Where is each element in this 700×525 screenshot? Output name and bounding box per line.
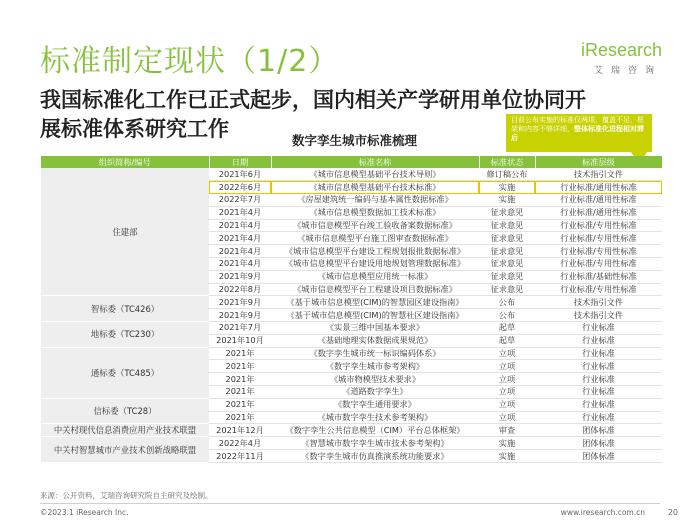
row-status: 征求意见 xyxy=(479,245,535,258)
row-level: 行业标准 xyxy=(535,398,662,411)
row-level: 行业标准/专用性标准 xyxy=(535,232,662,245)
header-standard-name: 标准名称 xyxy=(271,156,479,168)
row-organization: 中关村智慧城市产业技术创新战略联盟 xyxy=(41,437,209,463)
row-date: 2022年11月 xyxy=(209,450,271,463)
row-level: 行业标准/专用性标准 xyxy=(535,283,662,296)
table-body xyxy=(41,168,662,463)
row-date: 2021年 xyxy=(209,347,271,360)
row-level: 技术指引文件 xyxy=(535,296,662,309)
table-row xyxy=(41,347,662,360)
header-organization: 组织简称/编号 xyxy=(41,156,209,168)
table-row xyxy=(41,424,662,437)
callout-text: 目前公布实施的标准仅两项，覆盖不足，框架和内容不够详细， xyxy=(511,116,644,133)
page-number: 20 xyxy=(667,508,678,517)
row-date: 2022年7月 xyxy=(209,194,271,207)
row-date: 2021年4月 xyxy=(209,206,271,219)
row-standard-name: 《城市信息模型数据加工技术标准》 xyxy=(271,206,479,219)
row-organization: 住建部 xyxy=(41,168,209,296)
row-status: 征求意见 xyxy=(479,258,535,271)
copyright: ©2023.1 iResearch Inc. xyxy=(40,508,129,517)
source-note: 来源：公开资料，艾瑞咨询研究院自主研究及绘制。 xyxy=(40,491,213,500)
row-date: 2021年12月 xyxy=(209,424,271,437)
row-level: 行业标准 xyxy=(535,360,662,373)
row-status: 立项 xyxy=(479,373,535,386)
row-standard-name: 《数字孪生城市参考架构》 xyxy=(271,360,479,373)
row-level: 行业标准/专用性标准 xyxy=(535,258,662,271)
row-date: 2021年9月 xyxy=(209,309,271,322)
row-status: 征求意见 xyxy=(479,206,535,219)
table-row xyxy=(41,168,662,181)
row-standard-name: 《数字孪生城市统一标识编码体系》 xyxy=(271,347,479,360)
row-level: 团体标准 xyxy=(535,450,662,463)
slide-title: 标准制定现状（1/2） xyxy=(40,44,340,79)
row-status: 实施 xyxy=(479,194,535,207)
row-date: 2022年4月 xyxy=(209,437,271,450)
row-level: 行业标准/通用性标准 xyxy=(535,206,662,219)
row-status: 立项 xyxy=(479,347,535,360)
row-standard-name: 《城市信息模型平台建设工程规划报批数据标准》 xyxy=(271,245,479,258)
row-status: 实施 xyxy=(479,181,535,194)
row-status: 立项 xyxy=(479,360,535,373)
logo-chinese-name: 艾瑞咨询 xyxy=(593,66,662,76)
callout-note xyxy=(506,114,652,152)
row-standard-name: 《城市信息模型平台竣工验收备案数据标准》 xyxy=(271,219,479,232)
row-status: 征求意见 xyxy=(479,270,535,283)
row-date: 2021年 xyxy=(209,398,271,411)
header-status: 标准状态 xyxy=(479,156,535,168)
row-status: 公布 xyxy=(479,309,535,322)
row-date: 2021年 xyxy=(209,373,271,386)
row-date: 2021年9月 xyxy=(209,270,271,283)
header-date: 日期 xyxy=(209,156,271,168)
row-level: 行业标准 xyxy=(535,411,662,424)
standards-table xyxy=(41,156,663,463)
row-date: 2021年 xyxy=(209,386,271,399)
row-standard-name: 《城市物模型技术要求》 xyxy=(271,373,479,386)
row-status: 实施 xyxy=(479,450,535,463)
row-date: 2021年4月 xyxy=(209,232,271,245)
row-standard-name: 《基于城市信息模型(CIM)的智慧社区建设指南》 xyxy=(271,309,479,322)
row-date: 2021年 xyxy=(209,411,271,424)
row-level: 行业标准/通用性标准 xyxy=(535,181,662,194)
row-organization: 中关村现代信息消费应用产业技术联盟 xyxy=(41,424,209,437)
row-organization: 通标委（TC485） xyxy=(41,347,209,398)
footer-divider xyxy=(40,503,660,504)
subtitle-line-2: 展标准体系研究工作 xyxy=(40,117,229,141)
row-standard-name: 《房屋建筑统一编码与基本属性数据标准》 xyxy=(271,194,479,207)
row-standard-name: 《智慧城市数字孪生城市技术参考架构》 xyxy=(271,437,479,450)
row-level: 行业标准/专用性标准 xyxy=(535,245,662,258)
row-level: 团体标准 xyxy=(535,424,662,437)
table-header-row xyxy=(41,156,662,168)
row-date: 2022年6月 xyxy=(209,181,271,194)
row-status: 修订稿公布 xyxy=(479,168,535,181)
row-status: 征求意见 xyxy=(479,283,535,296)
row-date: 2021年4月 xyxy=(209,245,271,258)
row-level: 行业标准 xyxy=(535,347,662,360)
row-organization: 智标委（TC426） xyxy=(41,296,209,322)
row-standard-name: 《城市数字孪生技术参考架构》 xyxy=(271,411,479,424)
row-standard-name: 《实景三维中国基本要求》 xyxy=(271,322,479,335)
row-level: 行业标准 xyxy=(535,373,662,386)
row-standard-name: 《基础地理实体数据成果规范》 xyxy=(271,334,479,347)
row-date: 2021年6月 xyxy=(209,168,271,181)
row-status: 立项 xyxy=(479,411,535,424)
row-standard-name: 《数字孪生通用要求》 xyxy=(271,398,479,411)
row-level: 行业标准/基础性标准 xyxy=(535,270,662,283)
table-row xyxy=(41,437,662,450)
row-status: 公布 xyxy=(479,296,535,309)
row-status: 立项 xyxy=(479,398,535,411)
row-status: 起草 xyxy=(479,322,535,335)
row-status: 起草 xyxy=(479,334,535,347)
row-standard-name: 《城市信息模型平台工程建设项目数据标准》 xyxy=(271,283,479,296)
row-level: 技术指引文件 xyxy=(535,309,662,322)
row-standard-name: 《基于城市信息模型(CIM)的智慧园区建设指南》 xyxy=(271,296,479,309)
row-status: 征求意见 xyxy=(479,232,535,245)
row-status: 立项 xyxy=(479,386,535,399)
row-organization: 信标委（TC28） xyxy=(41,398,209,424)
table-heading: 数字孪生城市标准梳理 xyxy=(292,133,418,148)
row-date: 2021年10月 xyxy=(209,334,271,347)
row-standard-name: 《城市信息模型平台施工图审查数据标准》 xyxy=(271,232,479,245)
row-date: 2021年 xyxy=(209,360,271,373)
row-standard-name: 《城市信息模型平台建设用地规划管理数据标准》 xyxy=(271,258,479,271)
table-row xyxy=(41,398,662,411)
row-status: 实施 xyxy=(479,437,535,450)
row-level: 行业标准 xyxy=(535,334,662,347)
row-level: 行业标准 xyxy=(535,386,662,399)
row-date: 2021年9月 xyxy=(209,296,271,309)
row-date: 2021年4月 xyxy=(209,219,271,232)
row-status: 审查 xyxy=(479,424,535,437)
row-date: 2021年4月 xyxy=(209,258,271,271)
row-date: 2022年8月 xyxy=(209,283,271,296)
row-standard-name: 《城市信息模型应用统一标准》 xyxy=(271,270,479,283)
row-level: 行业标准/专用性标准 xyxy=(535,219,662,232)
row-level: 行业标准 xyxy=(535,322,662,335)
header-level: 标准层级 xyxy=(535,156,662,168)
row-standard-name: 《数字孪生公共信息模型（CIM）平台总体框架》 xyxy=(271,424,479,437)
subtitle-line-1: 我国标准化工作已正式起步，国内相关产学研用单位协同开 xyxy=(40,88,586,112)
row-standard-name: 《城市信息模型基础平台技术导则》 xyxy=(271,168,479,181)
iresearch-logo xyxy=(577,40,662,76)
row-level: 行业标准/通用性标准 xyxy=(535,194,662,207)
row-standard-name: 《城市信息模型基础平台技术标准》 xyxy=(271,181,479,194)
row-date: 2021年7月 xyxy=(209,322,271,335)
table-row xyxy=(41,322,662,335)
logo-wordmark: iResearch xyxy=(580,40,662,60)
row-standard-name: 《道路数字孪生》 xyxy=(271,386,479,399)
website-url: www.iresearch.com.cn xyxy=(560,508,645,517)
row-level: 团体标准 xyxy=(535,437,662,450)
row-level: 技术指引文件 xyxy=(535,168,662,181)
row-organization: 地标委（TC230） xyxy=(41,322,209,348)
table-row xyxy=(41,296,662,309)
row-standard-name: 《数字孪生城市仿真推演系统功能要求》 xyxy=(271,450,479,463)
row-status: 征求意见 xyxy=(479,219,535,232)
callout-emphasis: 整体标准化进程相对滞后 xyxy=(511,125,644,142)
